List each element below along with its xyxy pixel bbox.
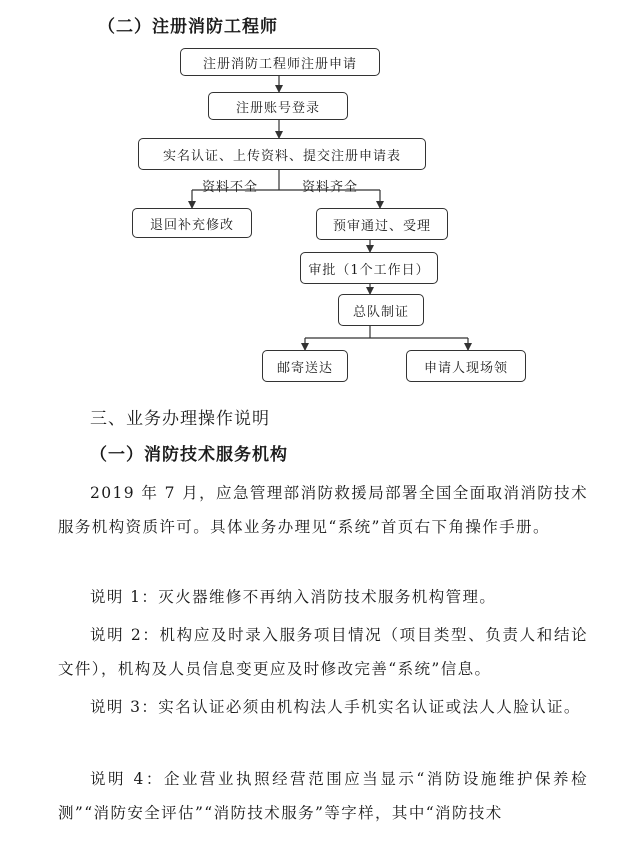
paragraph-note-2: 说明 2：机构应及时录入服务项目情况（项目类型、负责人和结论文件），机构及人员信息变更应及时修改完善“系统”信息。: [58, 626, 588, 678]
node-login: 注册账号登录: [208, 92, 348, 120]
node-apply: 注册消防工程师注册申请: [180, 48, 380, 76]
paragraph-note-3: 说明 3：实名认证必须由机构法人手机实名认证或法人人脸认证。: [90, 698, 581, 716]
paragraph-note-1: 说明 1：灭火器维修不再纳入消防技术服务机构管理。: [90, 588, 497, 606]
section-title-tech-service: （一）消防技术服务机构: [90, 445, 288, 465]
node-mail: 邮寄送达: [262, 350, 348, 382]
node-pickup: 申请人现场领: [406, 350, 526, 382]
node-review: 预审通过、受理: [316, 208, 448, 240]
edge-label-complete: 资料齐全: [302, 180, 359, 195]
section-title-register-engineer: （二）注册消防工程师: [98, 17, 278, 37]
edge-label-incomplete: 资料不全: [202, 180, 259, 195]
node-return: 退回补充修改: [132, 208, 252, 238]
node-certify: 总队制证: [338, 294, 424, 326]
paragraph-note-4: 说明 4：企业营业执照经营范围应当显示“消防设施维护保养检测”“消防安全评估”“消防技术服务”等字样，其中“消防技术: [58, 770, 588, 822]
section-title-operation: 三、业务办理操作说明: [90, 409, 270, 429]
paragraph-intro: 2019 年 7 月，应急管理部消防救援局部署全国全面取消消防技术服务机构资质许可。具体业务办理见“系统”首页右下角操作手册。: [58, 484, 588, 536]
node-approve: 审批（1个工作日）: [300, 252, 438, 284]
node-submit: 实名认证、上传资料、提交注册申请表: [138, 138, 426, 170]
